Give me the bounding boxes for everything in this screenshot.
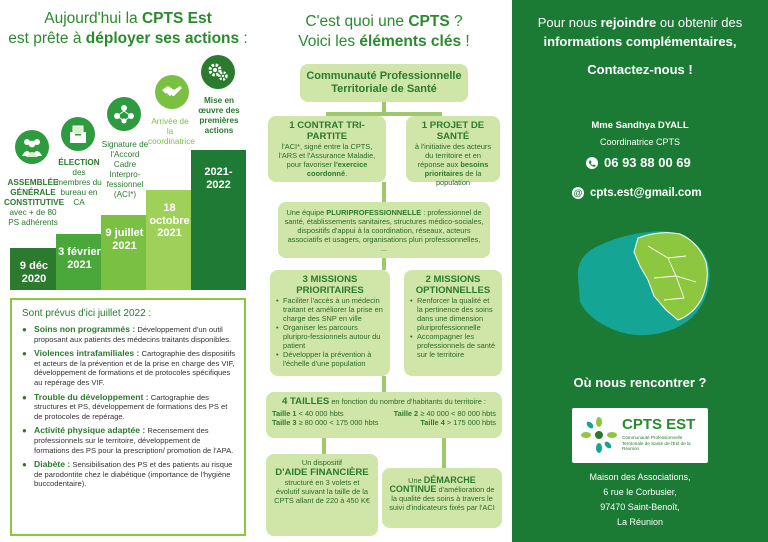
step-1: 9 déc 2020 [10,248,58,290]
contact-intro-line1: Pour nous rejoindre ou obtenir des [537,15,743,30]
middle-title-line1: C'est quoi une CPTS ? [305,13,463,30]
gears-icon [201,55,235,89]
right-panel [512,0,768,542]
milestone-label-5: Mise en œuvre des premières actions [198,96,240,135]
tailles-box: 4 TAILLES en fonction du nombre d'habitants du territoire : Taille 1 < 40 000 hbts Taille 2 ≥ 40 000 < 80 000 hbts Taille 3 ≥ 80 000 < 175 000 hbts Taille 4 > 175 000 hbts [266,392,502,438]
address-line: 97470 Saint-Benoît, [600,502,680,512]
planned-actions-box [10,298,246,536]
missions-prioritaires-box: 3 MISSIONS PRIORITAIRES • Faciliter l'accès à un médecin traitant et améliorer la prise en charge des SNP en ville • Organiser les parcours pluripro-fessionnels autour du patient • Développer la prévention à l'échelle d'une population [270,270,390,376]
logo-name: CPTS EST [622,416,696,433]
list-item: ● Trouble du développement : Cartographie des structures et PS, développement de formations des PS et de protocoles de repérage. [22,393,236,422]
contact-role: Coordinatrice CPTS [599,137,681,147]
projet-box: 1 PROJET DE SANTÉ à l'initiative des acteurs du territoire et en réponse aux besoins prioritaires de la population [406,116,500,182]
handshake-icon [155,75,189,109]
step-3: 9 juillet 2021 [101,215,148,290]
address-line: La Réunion [616,517,664,527]
cpts-definition-box: Communauté Professionnelle Territoriale de Santé [300,64,468,102]
logo-tagline: Communauté Professionnelle Territoriale de Santé de l'Est de la Réunion [622,435,691,452]
connector [322,438,326,454]
reunion-map-icon [568,218,718,343]
contact-name: Mme Sandhya DYALL [591,120,689,131]
step-5: 2021- 2022 [191,150,246,290]
address [512,470,768,530]
cpts-logo-icon [578,414,620,456]
demarche-continue-box: Une DÉMARCHE CONTINUE d'amélioration de la qualité des soins à travers le suivi d'indicateurs fixés par l'ACI [382,468,502,528]
planned-actions-list [22,325,236,489]
contact-intro-line2: informations complémentaires, [543,34,737,49]
people-group-icon [15,130,49,164]
connector [382,182,386,202]
middle-title-line2: Voici les éléments clés ! [298,33,470,50]
middle-panel [256,0,512,542]
step-2: 3 février 2021 [56,234,103,290]
missions-optionnelles-box: 2 MISSIONS OPTIONNELLES • Renforcer la qualité et la pertinence des soins dans une dimension pluriprofessionnelle • Accompagner les professionnels de santé sur le territoire [404,270,502,376]
left-panel [0,0,256,542]
milestone-label-1: ASSEMBLÉE GÉNÉRALE CONSTITUTIVE avec + de 80 PS adhérents [4,178,65,227]
email-row [572,187,702,199]
list-item: • Développer la prévention à l'échelle d'une population [276,350,384,368]
milestone-label-4: Arrivée de la coordinatrice [148,117,195,146]
milestone-label-3: Signature de l'Accord Cadre Interpro-fessionnel (ACI*) [101,140,149,199]
list-item: ● Soins non programmés : Développement d'un outil proposant aux patients des médecins traitants disponibles. [22,325,236,344]
contact-heading: Contactez-nous ! [587,62,693,77]
list-item: • Organiser les parcours pluripro-fessionnels autour du patient [276,323,384,350]
list-item: ● Violences intrafamiliales : Cartographie des dispositifs et acteurs de la prévention et de la prise en charge des VIF, développement de formations et de protocoles spécifiques au repérage des VIF. [22,349,236,387]
address-line: 6 rue le Corbusier, [603,487,677,497]
left-title-line2: est prête à déployer ses actions : [8,30,248,47]
left-title-line1: Aujourd'hui la CPTS Est [44,10,212,27]
list-item: • Renforcer la qualité et la pertinence des soins dans une dimension pluriprofessionnelle [410,296,496,332]
address-line: Maison des Associations, [589,472,691,482]
list-item: ● Activité physique adaptée : Recensement des professionnels sur le territoire, développement de formations des PS pour la prescription/ promotion de l'APA. [22,426,236,455]
cpts-est-logo [572,408,708,463]
list-item: • Faciliter l'accès à un médecin traitant et améliorer la prise en charge des SNP en ville [276,296,384,323]
contrat-box: 1 CONTRAT TRI-PARTITE l'ACI*, signé entre la CPTS, l'ARS et l'Assurance Maladie, pour favoriser l'exercice coordonné. [268,116,386,182]
ballot-box-icon [61,117,95,151]
list-item: ● Diabète : Sensibilisation des PS et des patients au risque de parodontite chez le diabétique (importance de l'hygiène buccodentaire). [22,460,236,489]
step-4: 18 octobre 2021 [146,190,193,290]
team-network-icon [107,97,141,131]
meet-heading: Où nous rencontrer ? [573,375,707,390]
phone-icon [586,157,598,169]
connector [382,258,386,270]
phone-number[interactable]: 06 93 88 00 69 [604,155,691,170]
planned-actions-title: Sont prévus d'ici juillet 2022 : [22,308,152,319]
phone-row [586,155,691,170]
at-sign-icon: @ [573,188,583,198]
list-item: • Accompagner les professionnels de santé sur le territoire [410,332,496,359]
aide-financiere-box: Un dispositif D'AIDE FINANCIÈRE structuré en 3 volets et évolutif suivant la taille de la CPTS allant de 220 à 450 K€ [266,454,378,536]
connector [442,438,446,468]
email-address[interactable]: cpts.est@gmail.com [590,187,702,199]
connector [382,376,386,392]
milestone-label-2: ÉLECTION des membres du bureau en CA [56,158,102,207]
equipe-box: Une équipe PLURIPROFESSIONNELLE : professionnel de santé, établissements sanitaires, structures médico-sociales, dispositifs d'appui à la coordination, réseaux, acteurs associatifs et usagers, organisations pluri professionnelles, ... [278,202,490,258]
